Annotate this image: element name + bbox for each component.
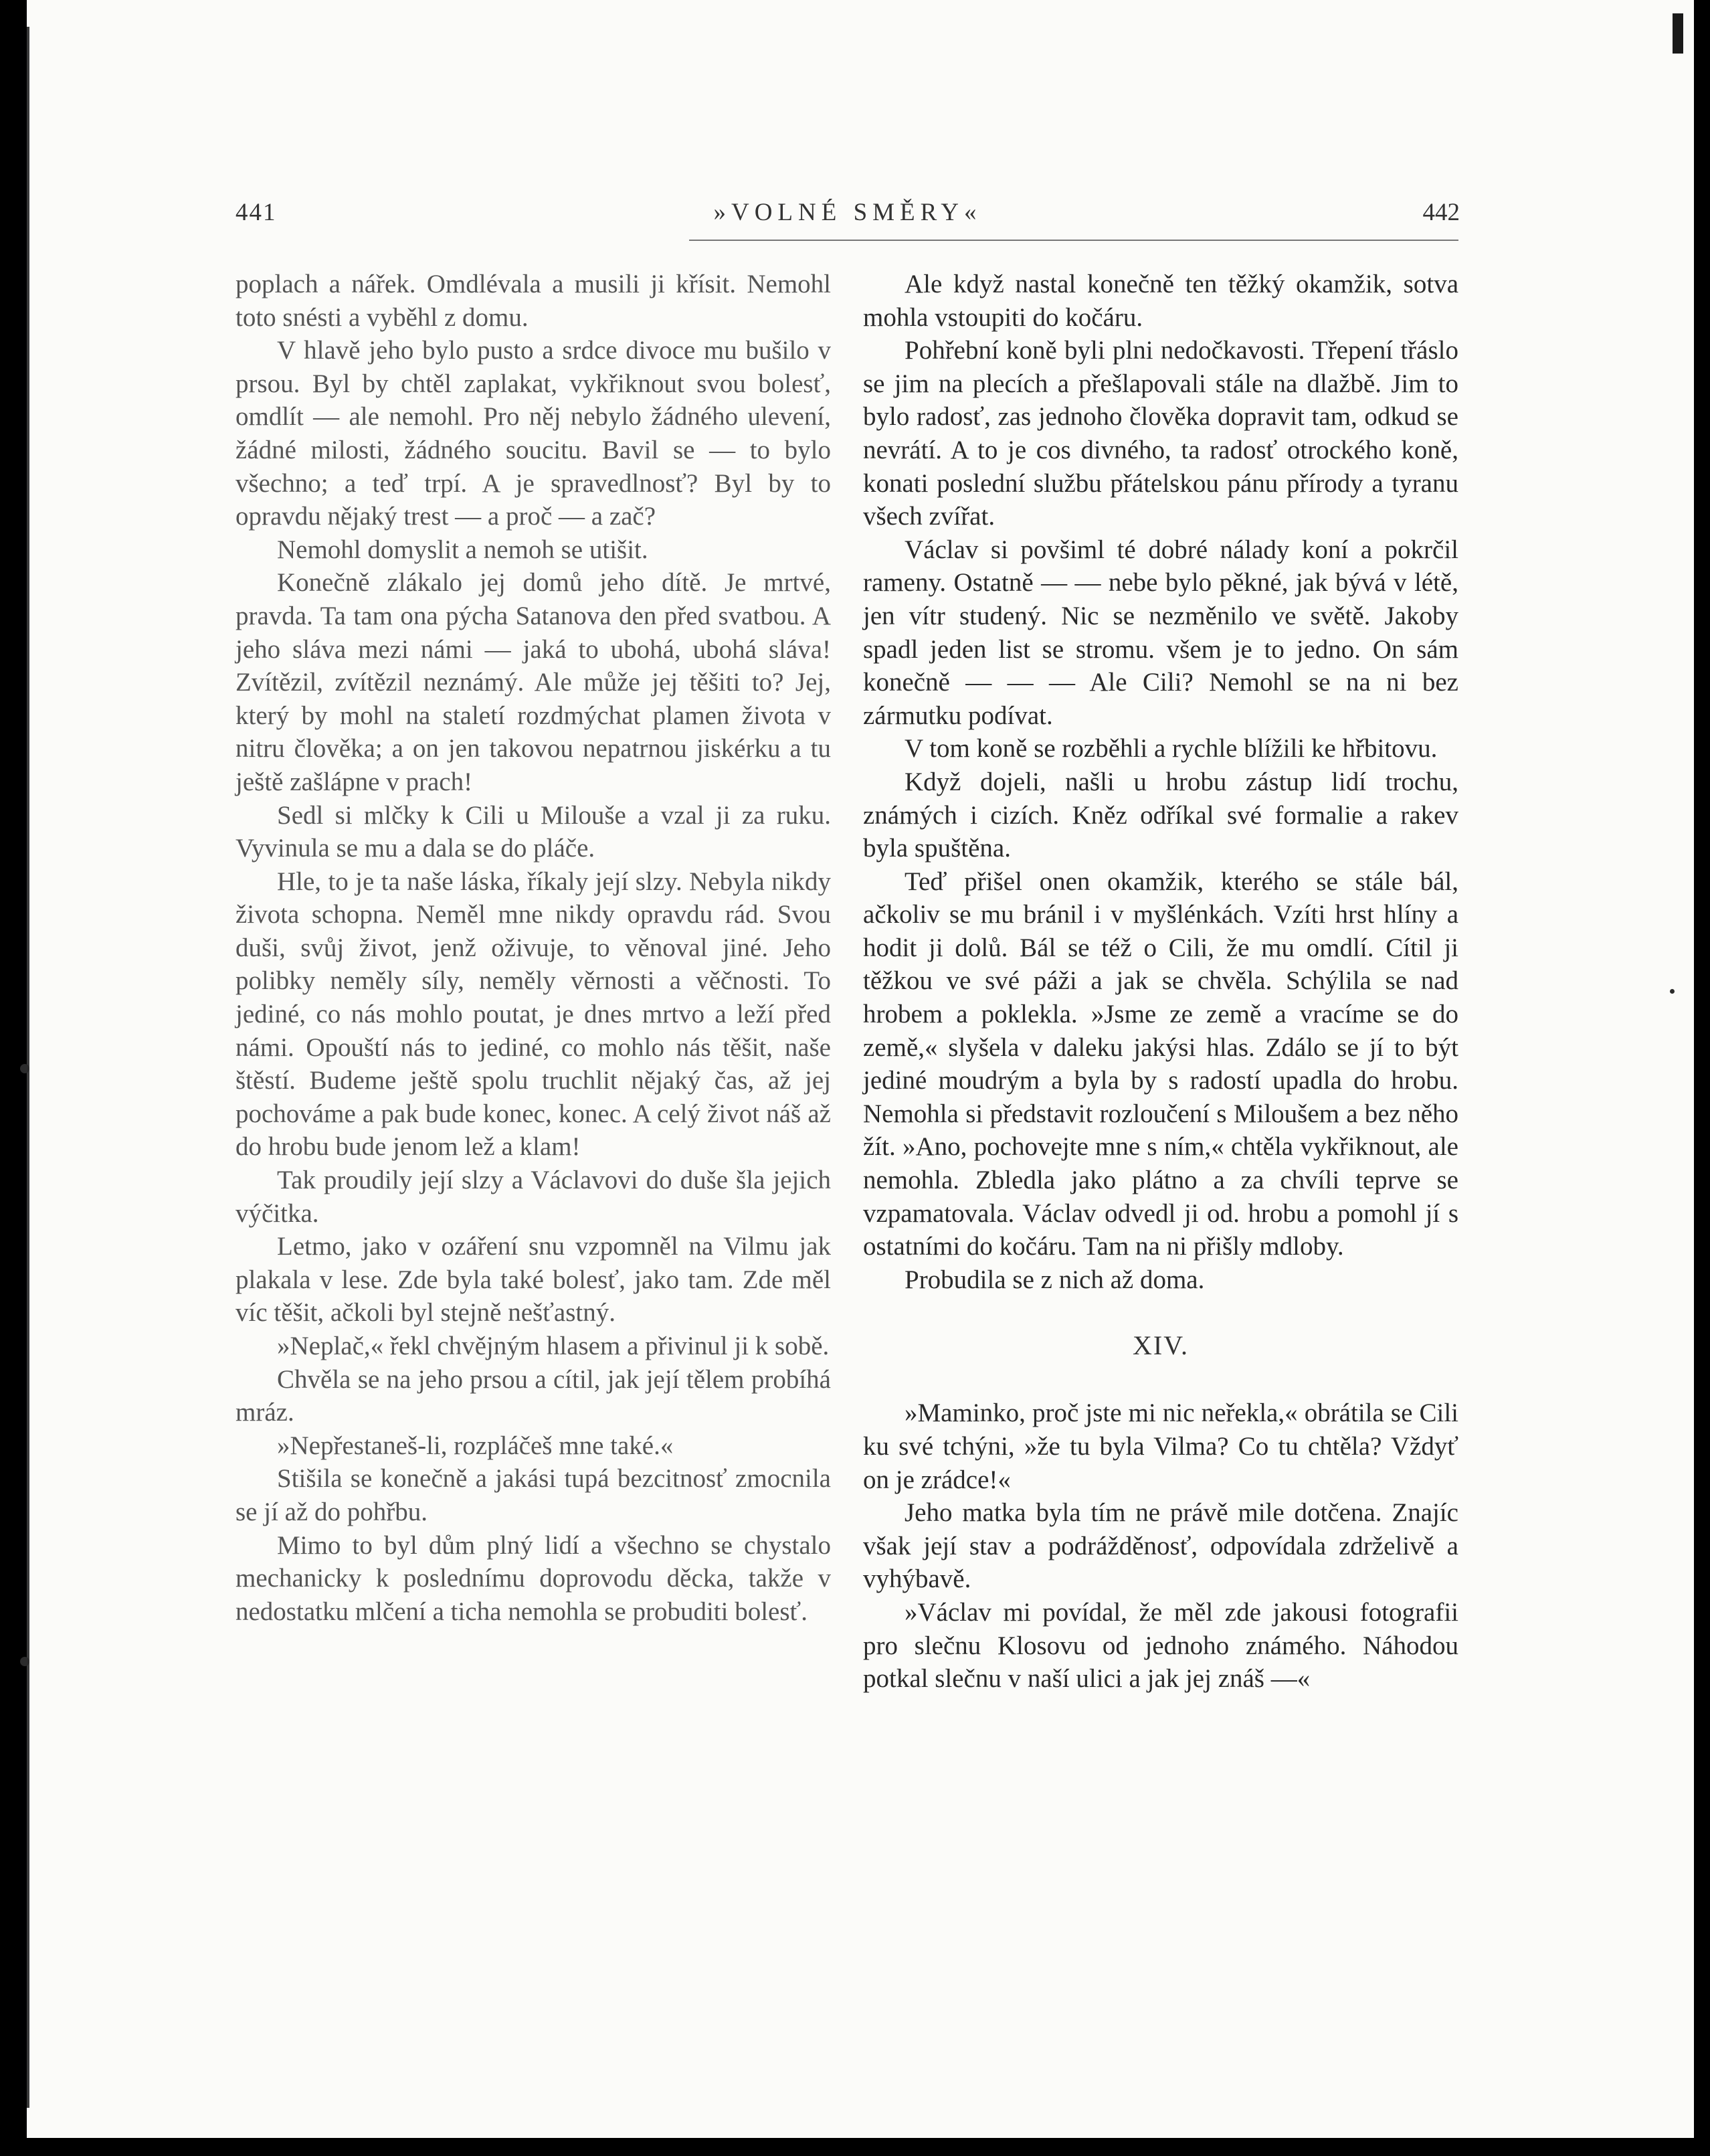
paragraph: V tom koně se rozběhli a rychle blížili ke hřbitovu. (905, 734, 1438, 763)
left-column (235, 268, 831, 1628)
header-rule (689, 240, 1458, 241)
paragraph: Hle, to je ta naše láska, říkaly její slzy. Nebyla nikdy života schopna. Neměl mne nikdy opravdu rád. Svou duši, svůj život, jenž oživuje, to věnoval jiné. Jeho polibky neměly síly, neměly věrnosti a věčnosti. To jediné, co nás mohlo poutat, je dnes mrtvo a leží před námi. Opouští nás to jediné, co mohlo nás těšit, naše štěstí. Budeme ještě spolu truchlit nějaký čas, až jej pochováme a pak bude konec, konec. A celý život náš až do hrobu bude jenom lež a klam! (235, 867, 831, 1162)
scan-speck (1670, 989, 1675, 994)
paragraph: Teď přišel onen okamžik, kterého se stále bál, ačkoliv se mu bránil i v myšlénkách. Vzíti hrst hlíny a hodit ji dolů. Bál se též o Cili, že mu omdlí. Cítil ji těžkou ve své páži a jak se chvěla. Schýlila se nad hrobem a poklekla. »Jsme ze země a vracíme se do země,« slyšela v daleku jakýsi hlas. Zdálo se jí to být jediné moudrým a byla by s radostí upadla do hrobu. Nemohla si představit rozloučení s Miloušem a bez něho žít. »Ano, pochovejte mne s ním,« chtěla vykřiknout, ale nemohla. Zbledla jako plátno a za chvíli teprve se vzpamatovala. Václav odvedl ji od. hrobu a pomohl jí s ostatními do kočáru. Tam na ni přišly mdloby. (863, 867, 1458, 1261)
paragraph: Probudila se z nich až doma. (905, 1265, 1205, 1294)
scan-speck (20, 1064, 29, 1073)
paragraph: Letmo, jako v ozáření snu vzpomněl na Vilmu jak plakala v lese. Zde byla také bolesť, jako tam. Zde měl víc těšit, ačkoli byl stejně nešťastný. (235, 1232, 831, 1328)
paragraph: Konečně zlákalo jej domů jeho dítě. Je mrtvé, pravda. Ta tam ona pýcha Satanova den před svatbou. A jeho sláva mezi námi — jaká to ubohá, ubohá sláva! Zvítězil, zvítězil neznámý. Ale může jej těšiti to? Jej, který by mohl na staletí rozdmýchat plamen života v nitru člověka; a on jen takovou nepatrnou jiskérku a tu ještě zašlápne v prach! (235, 568, 831, 796)
paragraph: Sedl si mlčky k Cili u Milouše a vzal ji za ruku. Vyvinula se mu a dala se do pláče. (235, 800, 831, 863)
running-header (235, 198, 1460, 238)
journal-title: »VOLNÉ SMĚRY« (713, 199, 982, 226)
paragraph: Tak proudily její slzy a Václavovi do duše šla jejich výčitka. (235, 1166, 831, 1228)
scan-corner-mark (1673, 13, 1683, 54)
paragraph: »Václav mi povídal, že měl zde jakousi fotografii pro slečnu Klosovu od jednoho známého. Náhodou potkal slečnu v naší ulici a jak jej znáš —« (863, 1597, 1458, 1694)
paragraph: Václav si povšiml té dobré nálady koní a pokrčil rameny. Ostatně — — nebe bylo pěkné, jak bývá v létě, jen vítr studený. Nic se nezměnilo ve světě. Jakoby spadl jeden list se stromu. všem je to jedno. On sám konečně — — — Ale Cili? Nemohl se na ni bez zármutku podívat. (863, 535, 1458, 730)
paragraph: Mimo to byl dům plný lidí a všechno se chystalo mechanicky k poslednímu doprovodu děcka, takže v nedostatku mlčení a ticha nemohla se probuditi bolesť. (235, 1530, 831, 1626)
section-heading: XIV. (1133, 1330, 1189, 1361)
paragraph: Když dojeli, našli u hrobu zástup lidí trochu, známých i cizích. Kněz odříkal své formalie a rakev byla spuštěna. (863, 767, 1458, 863)
paragraph: Pohřební koně byli plni nedočkavosti. Třepení třáslo se jim na plecích a přešlapovali stále na dlažbě. Jim to bylo radosť, zas jednoho člověka dopravit tam, odkud se nevrátí. A to je cos divného, ta radosť otrockého koně, konati poslední službu přátelskou pánu přírody a tyranu všech zvířat. (863, 336, 1458, 531)
page-number-right: 442 (1422, 199, 1460, 226)
scan-speck (20, 1657, 29, 1666)
paragraph: »Nepřestaneš-li, rozpláčeš mne také.« (277, 1431, 674, 1460)
paragraph: Nemohl domyslit a nemoh se utišit. (277, 535, 648, 564)
paragraph: V hlavě jeho bylo pusto a srdce divoce mu bušilo v prsou. Byl by chtěl zaplakat, vykřiknout svou bolesť, omdlít — ale nemohl. Pro něj nebylo žádného ulevení, žádné milosti, žádného soucitu. Bavil se — to bylo všechno; a teď trpí. A je spravedlnosť? Byl by to opravdu nějaký trest — a proč — a zač? (235, 336, 831, 531)
page-number-left: 441 (235, 199, 277, 226)
paragraph: »Maminko, proč jste mi nic neřekla,« obrátila se Cili ku své tchýni, »že tu byla Vilma? Co tu chtěla? Vždyť on je zrádce!« (863, 1399, 1458, 1494)
paragraph: Jeho matka byla tím ne právě mile dotčena. Znajíc však její stav a podrážděnosť, odpovídala zdrželivě a vyhýbavě. (863, 1498, 1458, 1594)
paragraph: Ale když nastal konečně ten těžký okamžik, sotva mohla vstoupiti do kočáru. (863, 270, 1458, 332)
paragraph: poplach a nářek. Omdlévala a musili ji křísit. Nemohl toto snésti a vyběhl z domu. (235, 270, 831, 332)
paragraph: »Neplač,« řekl chvějným hlasem a přivinul ji k sobě. (277, 1332, 830, 1360)
right-column (863, 268, 1458, 1696)
paragraph: Chvěla se na jeho prsou a cítil, jak její tělem probíhá mráz. (235, 1364, 831, 1427)
paragraph: Stišila se konečně a jakási tupá bezcitnosť zmocnila se jí až do pohřbu. (235, 1464, 831, 1526)
